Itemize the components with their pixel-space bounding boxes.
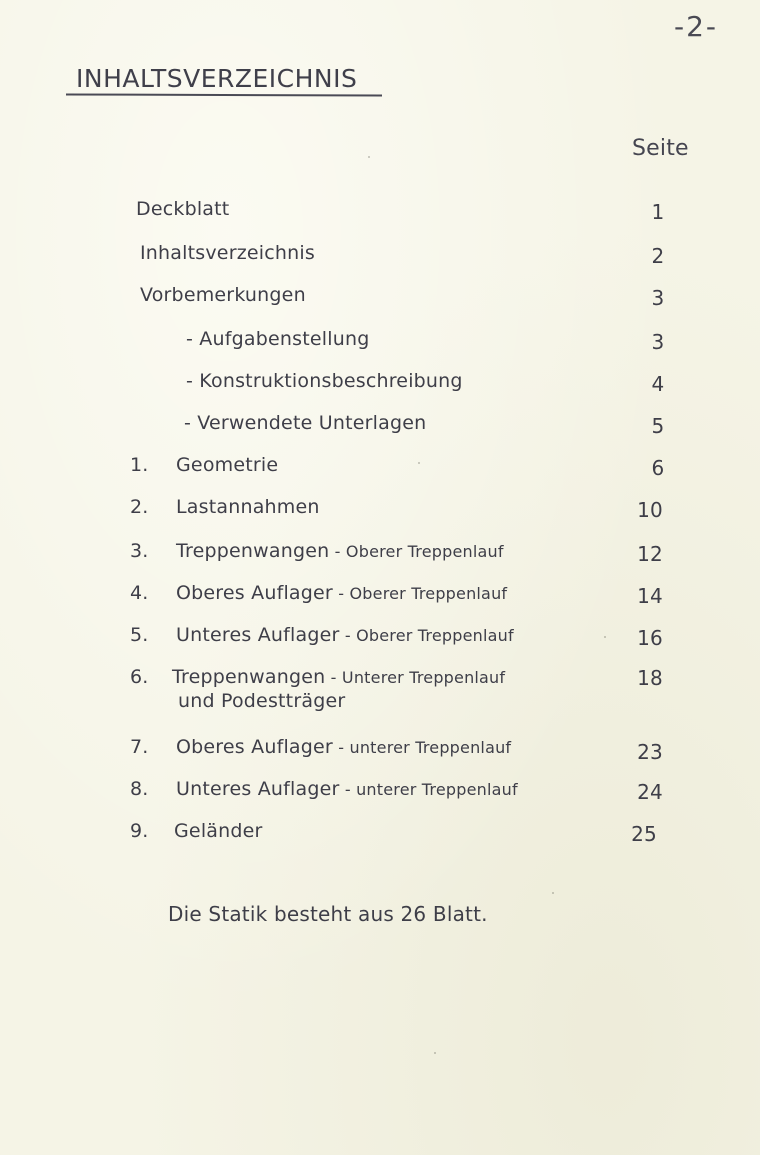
toc-entry-label: Geländer: [174, 820, 263, 842]
toc-entry-page: 14: [637, 584, 663, 608]
toc-entry-number: 8.: [130, 778, 149, 800]
toc-entry-label: Unteres Auflager: [176, 624, 340, 646]
toc-entry-label: Unteres Auflager: [176, 778, 340, 800]
toc-entry-page: 23: [637, 740, 663, 764]
toc-entry-label: Geometrie: [176, 454, 279, 476]
toc-entry-number: 3.: [130, 540, 149, 562]
toc-entry-sublabel: - unterer Treppenlauf: [339, 780, 518, 799]
toc-entry-label: Oberes Auflager: [176, 582, 333, 604]
toc-entry-label-group: [176, 582, 507, 604]
toc-entry-page: 6: [651, 456, 665, 480]
toc-entry-label: Oberes Auflager: [176, 736, 333, 758]
paper-speck: [368, 156, 370, 158]
page-number: -2-: [674, 10, 719, 43]
toc-entry-label-line2: und Podestträger: [178, 690, 346, 712]
toc-entry-label-group: [176, 540, 504, 562]
page-column-header: Seite: [632, 136, 689, 161]
toc-entry-sublabel: - Oberer Treppenlauf: [332, 584, 508, 603]
toc-entry-number: 4.: [130, 582, 149, 604]
toc-entry-page: 2: [651, 244, 665, 268]
toc-entry-label-group: [176, 778, 518, 800]
paper-speck: [604, 636, 606, 638]
paper-speck: [434, 1052, 436, 1054]
toc-entry-label: Treppenwangen: [176, 540, 330, 562]
toc-entry-label: - Konstruktionsbeschreibung: [186, 370, 463, 392]
toc-entry-page: 1: [651, 200, 665, 224]
toc-entry-label: Treppenwangen: [172, 666, 326, 688]
toc-entry-sublabel: - unterer Treppenlauf: [332, 738, 512, 757]
toc-entry-page: 3: [651, 286, 665, 310]
toc-entry-label: - Aufgabenstellung: [186, 328, 370, 350]
toc-entry-sublabel: - Unterer Treppenlauf: [325, 668, 506, 687]
toc-entry-label: Vorbemerkungen: [140, 284, 306, 306]
toc-entry-number: 5.: [130, 624, 149, 646]
paper-speck: [418, 462, 420, 464]
toc-entry-page: 12: [637, 542, 663, 566]
toc-entry-page: 25: [631, 822, 657, 846]
toc-entry-page: 24: [637, 780, 663, 804]
toc-entry-label: Inhaltsverzeichnis: [140, 242, 315, 264]
toc-entry-page: 5: [651, 414, 665, 438]
toc-entry-label-group: [172, 666, 505, 688]
toc-entry-label-group: [176, 736, 511, 758]
toc-entry-number: 2.: [130, 496, 149, 518]
toc-entry-page: 4: [651, 372, 665, 396]
toc-entry-page: 18: [637, 666, 663, 690]
toc-entry-number: 9.: [130, 820, 149, 842]
toc-entry-number: 6.: [130, 666, 149, 688]
paper-speck: [552, 892, 554, 894]
toc-entry-page: 16: [637, 626, 663, 650]
toc-entry-label: Deckblatt: [136, 198, 230, 220]
toc-entry-label: Lastannahmen: [176, 496, 320, 518]
toc-entry-number: 7.: [130, 736, 149, 758]
toc-entry-sublabel: - Oberer Treppenlauf: [329, 542, 504, 561]
title-underline: [66, 93, 382, 96]
page-title: INHALTSVERZEICHNIS: [76, 64, 358, 93]
toc-entry-label-group: [176, 624, 514, 646]
toc-entry-number: 1.: [130, 454, 149, 476]
closing-note: Die Statik besteht aus 26 Blatt.: [168, 902, 488, 926]
toc-entry-sublabel: - Oberer Treppenlauf: [339, 626, 514, 645]
toc-entry-label: - Verwendete Unterlagen: [184, 412, 427, 434]
toc-entry-page: 3: [651, 330, 665, 354]
toc-entry-page: 10: [637, 498, 663, 522]
